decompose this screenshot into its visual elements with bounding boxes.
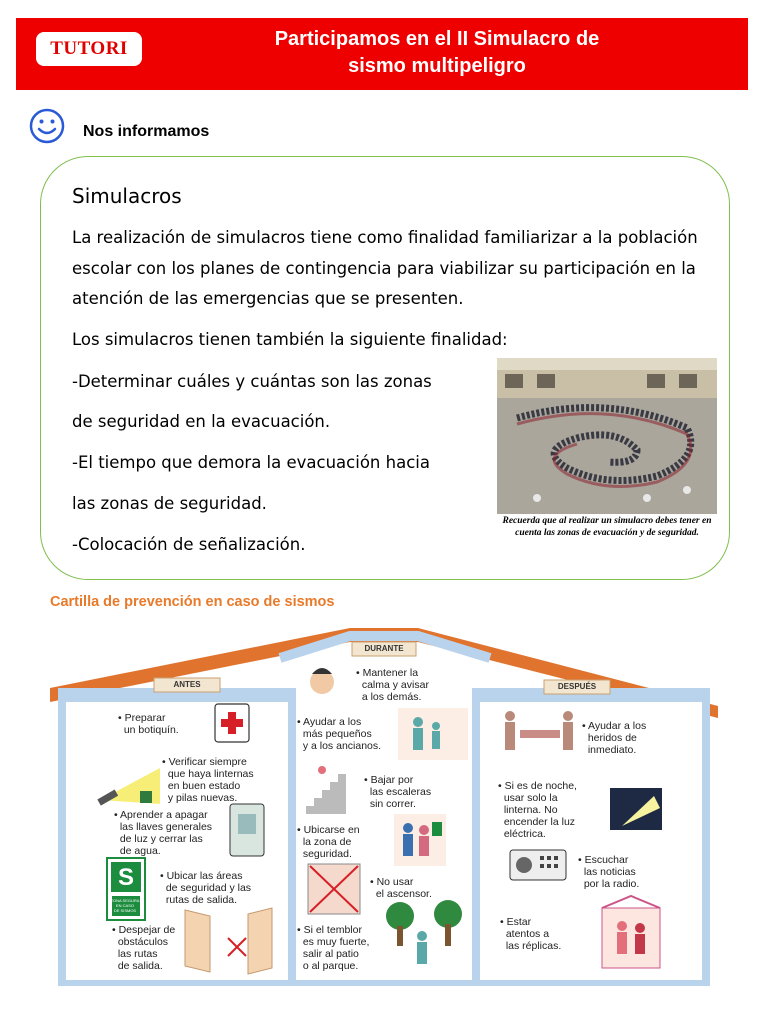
durante-item: • No usar el ascensor. — [370, 876, 432, 900]
cartilla-title: Cartilla de prevención en caso de sismos — [50, 594, 335, 610]
info-line: las zonas de seguridad. — [72, 494, 267, 513]
info-line: Los simulacros tienen también la siguiente finalidad: — [72, 330, 508, 349]
durante-item: • Ayudar a los más pequeños y a los ancianos. — [297, 716, 382, 752]
durante-item: • Bajar por las escaleras sin correr. — [364, 774, 432, 810]
page-title-line-2: sismo multipeligro — [348, 55, 526, 77]
antes-item: • Aprender a apagar las llaves generales de luz y cerrar las de agua. — [114, 809, 213, 857]
header-banner — [16, 18, 748, 90]
info-line: -El tiempo que demora la evacuación hacia — [72, 453, 430, 472]
info-paragraph: La realización de simulacros tiene como finalidad familiarizar a la población escolar con los planes de contingencia para viabilizar su participación en la atención de las emergencias que se presenten. — [72, 228, 698, 308]
tag-durante: DURANTE — [364, 644, 404, 653]
antes-item: • Preparar un botiquín. — [118, 712, 179, 736]
tag-antes: ANTES — [173, 680, 201, 689]
antes-item: • Ubicar las áreas de seguridad y las rutas de salida. — [160, 870, 252, 906]
info-title: Simulacros — [72, 184, 182, 208]
durante-item: • Ubicarse en la zona de seguridad. — [297, 824, 360, 860]
tutori-badge: TUTORI — [36, 32, 142, 66]
despues-item: • Ayudar a los heridos de inmediato. — [582, 720, 647, 756]
page-title-line-1: Participamos en el II Simulacro de — [274, 28, 600, 50]
safety-sign-small-text: ZONA SEGURA EN CASO DE SISMOS — [110, 898, 140, 913]
page-title — [146, 26, 728, 80]
despues-item: • Escuchar las noticias por la radio. — [578, 854, 640, 890]
photo-caption: Recuerda que al realizar un simulacro debes tener en cuenta las zonas de evacuación y de seguridad. — [502, 516, 712, 538]
durante-item: • Si el temblor es muy fuerte, salir al patio o al parque. — [297, 924, 370, 972]
safety-sign-letter: S — [117, 864, 135, 891]
simulacro-photo — [497, 358, 717, 514]
antes-item: • Despejar de obstáculos las rutas de salida. — [112, 924, 176, 972]
despues-item: • Estar atentos a las réplicas. — [500, 916, 562, 952]
despues-item: • Si es de noche, usar solo la linterna. No encender la luz eléctrica. — [498, 780, 577, 840]
smiley-icon — [29, 108, 65, 144]
section-label: Nos informamos — [83, 123, 210, 140]
info-line: -Colocación de señalización. — [72, 535, 306, 554]
info-line: -Determinar cuáles y cuántas son las zonas — [72, 372, 432, 391]
durante-item: • Mantener la calma y avisar a los demás. — [356, 667, 429, 703]
antes-item: • Verificar siempre que haya linternas en buen estado y pilas nuevas. — [162, 756, 254, 804]
info-line: de seguridad en la evacuación. — [72, 412, 331, 431]
tag-despues: DESPUÉS — [557, 682, 597, 691]
